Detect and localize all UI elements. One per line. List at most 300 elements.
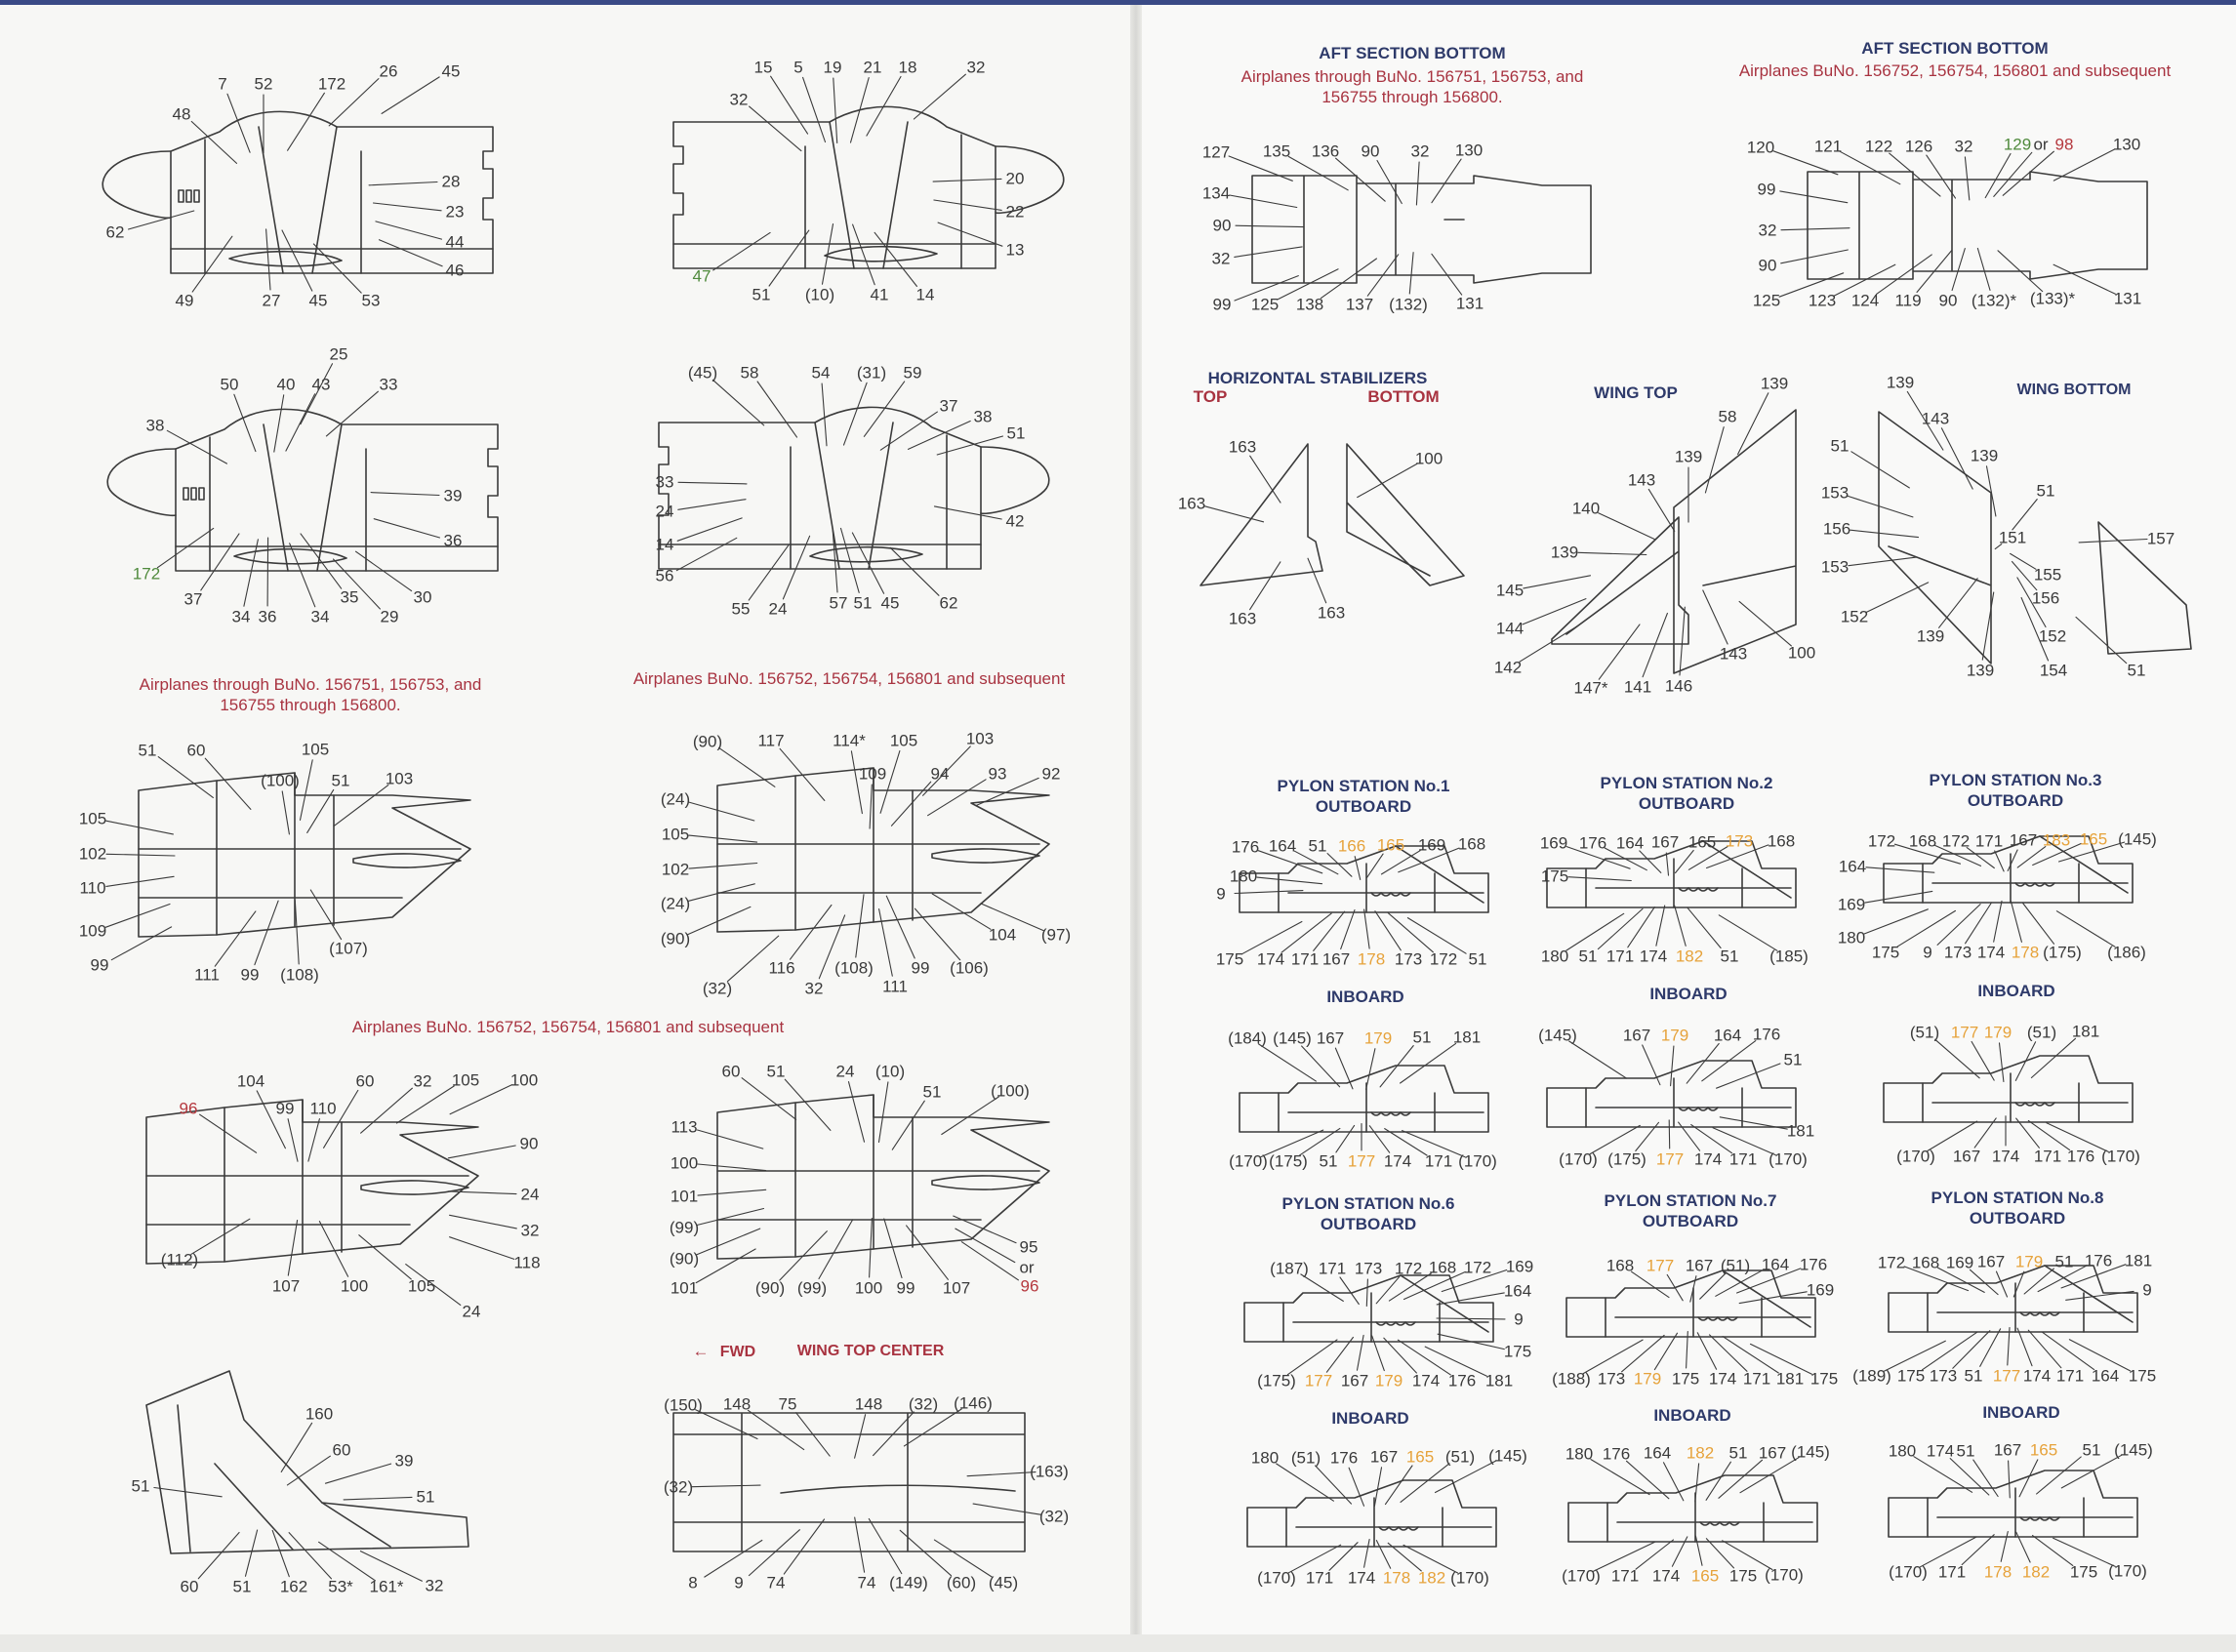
callout-p2-out: 174: [1639, 947, 1668, 966]
callout-tail: 53*: [328, 1577, 353, 1596]
callout-aft1: 130: [1454, 141, 1484, 160]
callout-p7-in: (170): [1765, 1565, 1804, 1585]
callout-p1-out: 172: [1429, 949, 1458, 969]
callout-fuse-right-late: (24): [660, 789, 691, 809]
callout-wing-top: 139: [1674, 447, 1703, 466]
callout-nose-left-2: 33: [379, 375, 398, 394]
callout-p8-out: 51: [1964, 1366, 1983, 1386]
callout-aft2: 121: [1813, 137, 1843, 156]
callout-nose-left-1: 49: [175, 291, 194, 310]
callout-wing-center: 148: [854, 1394, 883, 1414]
callout-p6-out: (187): [1270, 1259, 1309, 1278]
callout-fuse-right-early: 60: [721, 1062, 741, 1081]
callout-p8-out: 177: [1992, 1366, 2021, 1386]
callout-p6-out: 171: [1318, 1259, 1347, 1278]
callout-p1-in: (170): [1229, 1151, 1268, 1171]
callout-p8-in: (145): [2114, 1440, 2153, 1460]
callout-nose-left-1: 45: [308, 291, 328, 310]
callout-fuse-left-late: 24: [520, 1185, 540, 1204]
callout-p6-in: 176: [1329, 1448, 1359, 1468]
callout-p3-out: (145): [2118, 829, 2157, 849]
callout-p1-out: 167: [1321, 949, 1351, 969]
callout-wing-center: 74: [857, 1573, 876, 1592]
callout-p8-out: 169: [1945, 1253, 1974, 1272]
callout-p2-out: 173: [1725, 831, 1754, 851]
callout-fuse-right-late: (108): [834, 958, 874, 978]
callout-fuse-right-early: or: [1019, 1258, 1035, 1277]
callout-fuse-right-late: (24): [660, 894, 691, 913]
caption-late-airframes: Airplanes BuNo. 156752, 156754, 156801 and subsequent: [632, 669, 1066, 688]
callout-nose-right-2: 51: [853, 593, 873, 613]
heading-pylon-8: PYLON STATION No.8 OUTBOARD: [1931, 1189, 2104, 1228]
callout-wing-bottom: 153: [1820, 483, 1850, 503]
callout-p8-out: 172: [1877, 1253, 1906, 1272]
callout-p7-in: 165: [1690, 1566, 1720, 1586]
callout-p3-out: 164: [1838, 857, 1867, 876]
callout-fuse-left-late: 105: [407, 1276, 436, 1296]
callout-fuse-right-early: 101: [670, 1278, 699, 1298]
callout-fuse-right-early: 101: [670, 1187, 699, 1206]
callout-nose-right-1: 41: [870, 285, 889, 304]
callout-wing-top: 100: [1787, 643, 1816, 663]
callout-p6-in: (145): [1488, 1446, 1527, 1466]
callout-wing-center: (146): [954, 1393, 993, 1413]
heading-pylon-3: PYLON STATION No.3 OUTBOARD: [1929, 771, 2102, 810]
callout-p8-in: 174: [1926, 1441, 1955, 1461]
callout-nose-left-2: 29: [380, 607, 399, 626]
callout-p8-out: 175: [1896, 1366, 1926, 1386]
callout-p1-in: 181: [1452, 1027, 1482, 1047]
callout-fuse-left-late: 90: [519, 1134, 539, 1153]
callout-nose-left-2: 172: [132, 564, 161, 584]
callout-p2-out: 167: [1650, 832, 1680, 852]
callout-fuse-left-late: 105: [451, 1070, 480, 1090]
callout-p3-in: 174: [1991, 1147, 2020, 1166]
callout-wing-bottom: 152: [1840, 607, 1869, 626]
callout-fuse-right-early: 51: [766, 1062, 786, 1081]
callout-p7-in: 51: [1728, 1443, 1748, 1463]
callout-p6-in: 178: [1382, 1568, 1411, 1588]
callout-p3-in: 177: [1950, 1023, 1979, 1042]
callout-p3-in: (170): [2101, 1147, 2140, 1166]
callout-nose-right-2: 56: [655, 566, 674, 585]
callout-tail: 60: [332, 1440, 351, 1460]
callout-nose-left-2: 36: [258, 607, 277, 626]
callout-wing-top: 140: [1571, 499, 1601, 518]
callout-wing-center: (32): [1038, 1507, 1070, 1526]
callout-nose-left-1: 53: [361, 291, 381, 310]
callout-p7-in: 182: [1686, 1443, 1715, 1463]
callout-p7-out: 164: [1761, 1255, 1790, 1274]
callout-p7-in: 167: [1758, 1443, 1787, 1463]
callout-fuse-right-early: 100: [670, 1153, 699, 1173]
callout-hstab: 163: [1228, 437, 1257, 457]
heading-pylon-6: PYLON STATION No.6 OUTBOARD: [1281, 1194, 1455, 1233]
callout-p8-in: 167: [1993, 1440, 2022, 1460]
callout-wing-center: (32): [908, 1394, 939, 1414]
callout-fuse-left-late: 32: [520, 1221, 540, 1240]
callout-fuse-left-early: 110: [79, 878, 106, 898]
callout-p2-out: 165: [1687, 832, 1717, 852]
callout-fuse-right-late: (90): [692, 732, 723, 751]
callout-p1-out: 51: [1308, 836, 1327, 856]
callout-nose-right-1: 22: [1005, 202, 1025, 222]
callout-aft2: (132)*: [1971, 291, 2017, 310]
callout-p6-out: 176: [1447, 1371, 1477, 1390]
callout-aft1: 135: [1262, 141, 1291, 161]
callout-fuse-right-late: 99: [911, 958, 930, 978]
callout-p1-out: 176: [1231, 837, 1260, 857]
callout-wing-bottom: 151: [1998, 528, 2027, 547]
callout-nose-left-2: 34: [231, 607, 251, 626]
callout-p8-out: (189): [1852, 1366, 1891, 1386]
callout-nose-left-1: 44: [445, 232, 465, 252]
callout-p2-in: 167: [1622, 1026, 1651, 1045]
callout-p3-out: (186): [2107, 943, 2146, 962]
callout-fuse-left-late: 100: [509, 1070, 539, 1090]
callout-p1-in: 171: [1424, 1151, 1453, 1171]
callout-aft2: or: [2033, 135, 2049, 154]
heading-horizontal-stabilizers: HORIZONTAL STABILIZERS: [1207, 369, 1428, 387]
callout-wing-top: 144: [1495, 619, 1525, 638]
callout-p2-in: 51: [1783, 1050, 1803, 1069]
callout-p8-out: 181: [2124, 1251, 2153, 1270]
callout-nose-right-1: 19: [823, 58, 842, 77]
callout-p7-out: 169: [1806, 1280, 1835, 1300]
callout-nose-right-1: 13: [1005, 240, 1025, 260]
callout-p1-in: (184): [1228, 1028, 1267, 1048]
callout-nose-right-2: (45): [687, 363, 718, 383]
callout-fuse-left-late: (112): [160, 1250, 199, 1269]
callout-p2-out: 169: [1539, 833, 1568, 853]
callout-tail: 60: [180, 1577, 199, 1596]
callout-p7-out: 167: [1685, 1256, 1714, 1275]
callout-fuse-left-late: 60: [355, 1071, 375, 1091]
callout-wing-center: 74: [766, 1573, 786, 1592]
callout-wing-bottom: 51: [2127, 661, 2146, 680]
callout-p8-out: 9: [2142, 1280, 2152, 1300]
callout-p1-out: 173: [1394, 949, 1423, 969]
callout-aft1: 136: [1311, 141, 1340, 161]
callout-aft1: 99: [1212, 295, 1232, 314]
callout-nose-left-2: 43: [311, 375, 331, 394]
callout-p3-out: 169: [1837, 895, 1866, 914]
label-bottom: BOTTOM: [1367, 387, 1440, 406]
callout-tail: 32: [425, 1576, 444, 1595]
callout-wing-top: 146: [1664, 676, 1693, 696]
callout-p3-out: (175): [2043, 943, 2082, 962]
callout-p8-in: 51: [1956, 1441, 1975, 1461]
callout-tail: 160: [305, 1404, 334, 1424]
callout-p8-out: 174: [2022, 1366, 2052, 1386]
callout-nose-left-1: 45: [441, 61, 461, 81]
callout-fuse-right-late: 104: [988, 925, 1017, 945]
callout-fuse-right-late: (90): [660, 929, 691, 948]
callout-nose-left-2: 50: [220, 375, 239, 394]
callout-nose-right-2: 51: [1006, 423, 1026, 443]
callout-nose-left-2: 40: [276, 375, 296, 394]
callout-aft2: 90: [1938, 291, 1958, 310]
callout-fuse-left-late: 99: [275, 1099, 295, 1118]
callout-wing-bottom: 139: [1966, 661, 1995, 680]
callout-wing-center: 75: [778, 1394, 797, 1414]
callout-nose-right-2: 59: [903, 363, 922, 383]
callout-p2-out: 182: [1675, 947, 1704, 966]
callout-tail: 162: [279, 1577, 308, 1596]
callout-p8-out: 175: [2128, 1366, 2157, 1386]
heading-wing-bottom: WING BOTTOM: [2016, 382, 2132, 398]
callout-p7-in: 174: [1651, 1566, 1681, 1586]
callout-p8-out: 176: [2084, 1251, 2113, 1270]
callout-wing-center: (150): [664, 1395, 703, 1415]
callout-p6-in: (170): [1257, 1568, 1296, 1588]
callout-p2-in: (170): [1768, 1149, 1808, 1169]
callout-p1-out: 180: [1229, 866, 1258, 886]
callout-p7-out: 181: [1775, 1369, 1805, 1389]
callout-nose-left-1: 23: [445, 202, 465, 222]
callout-nose-right-1: 21: [863, 58, 882, 77]
callout-p1-in: 177: [1347, 1151, 1376, 1171]
callout-fuse-left-late: 96: [179, 1099, 198, 1118]
callout-p1-out: 168: [1457, 834, 1486, 854]
callout-wing-bottom: 51: [1830, 436, 1850, 456]
callout-fuse-left-early: 105: [301, 740, 330, 759]
callout-nose-left-1: 48: [172, 104, 191, 124]
callout-tail: 51: [232, 1577, 252, 1596]
callout-fuse-right-early: 107: [942, 1278, 971, 1298]
callout-p8-out: 179: [2014, 1252, 2044, 1271]
callout-fuse-right-late: 94: [930, 764, 950, 784]
callout-aft2: 32: [1758, 221, 1777, 240]
callout-p6-out: (175): [1257, 1371, 1296, 1390]
callout-wing-top: 58: [1718, 407, 1737, 426]
callout-aft1: 90: [1212, 216, 1232, 235]
label-fwd: FWD: [719, 1344, 756, 1360]
callout-aft1: 32: [1211, 249, 1231, 268]
callout-p3-in: (51): [2026, 1023, 2057, 1042]
callout-nose-right-2: 38: [973, 407, 993, 426]
callout-fuse-right-early: (90): [754, 1278, 786, 1298]
callout-nose-left-1: 172: [317, 74, 346, 94]
callout-p6-out: 175: [1503, 1342, 1532, 1361]
callout-nose-left-1: 46: [445, 261, 465, 280]
callout-wing-top: 145: [1495, 581, 1525, 600]
callout-wing-top: 142: [1493, 658, 1523, 677]
callout-nose-right-2: 57: [829, 593, 848, 613]
callout-p6-out: 164: [1503, 1281, 1532, 1301]
callout-fuse-right-late: 105: [889, 731, 918, 750]
callout-aft2: 98: [2054, 135, 2074, 154]
callout-p3-out: 183: [2042, 830, 2071, 850]
callout-p8-out: 173: [1929, 1366, 1958, 1386]
callout-wing-bottom: 156: [1822, 519, 1851, 539]
callout-fuse-left-late: 32: [413, 1071, 432, 1091]
callout-p2-in: (170): [1559, 1149, 1598, 1169]
callout-p2-out: 171: [1606, 947, 1635, 966]
callout-p2-out: 51: [1720, 947, 1739, 966]
callout-nose-right-2: 42: [1005, 511, 1025, 531]
callout-p3-out: 173: [1943, 943, 1972, 962]
callout-p3-out: 175: [1871, 943, 1900, 962]
callout-nose-right-2: 37: [939, 396, 958, 416]
callout-p1-out: 166: [1337, 836, 1366, 856]
callout-p8-in: 180: [1888, 1441, 1917, 1461]
callout-p7-in: 171: [1610, 1566, 1640, 1586]
callout-nose-left-1: 27: [262, 291, 281, 310]
callout-nose-right-2: 24: [655, 502, 674, 521]
callout-p6-out: 167: [1340, 1371, 1369, 1390]
callout-fuse-right-late: 109: [858, 764, 887, 784]
callout-wing-bottom: 139: [1916, 626, 1945, 646]
callout-p6-out: 172: [1394, 1259, 1423, 1278]
callout-p2-out: 168: [1767, 831, 1796, 851]
callout-aft2: 90: [1758, 256, 1777, 275]
callout-p1-in: 174: [1383, 1151, 1412, 1171]
callout-wing-bottom: 154: [2039, 661, 2068, 680]
heading-aft-section-bottom-1: AFT SECTION BOTTOM: [1319, 44, 1506, 62]
callout-nose-left-2: 37: [183, 589, 203, 609]
heading-pylon-1: PYLON STATION No.1 OUTBOARD: [1277, 777, 1450, 816]
callout-nose-right-2: 58: [740, 363, 759, 383]
callout-nose-left-2: 25: [329, 344, 348, 364]
callout-p8-in: 182: [2021, 1562, 2051, 1582]
callout-tail: 51: [416, 1487, 435, 1507]
callout-nose-left-2: 34: [310, 607, 330, 626]
fwd-arrow-icon: ←: [692, 1342, 710, 1360]
callout-wing-bottom: 157: [2146, 529, 2175, 548]
callout-fuse-left-early: (100): [261, 771, 300, 790]
callout-p7-out: 177: [1646, 1256, 1675, 1275]
callout-wing-center: (32): [663, 1477, 694, 1497]
callout-aft1: 125: [1250, 295, 1280, 314]
callout-nose-right-2: 45: [880, 593, 900, 613]
callout-p7-in: 164: [1643, 1443, 1672, 1463]
callout-p3-in: (51): [1909, 1023, 1940, 1042]
callout-aft1: 138: [1295, 295, 1324, 314]
callout-fuse-right-early: (90): [669, 1249, 700, 1269]
callout-p6-out: 181: [1484, 1371, 1514, 1390]
callout-p2-in: 176: [1752, 1025, 1781, 1044]
callout-fuse-left-early: 111: [194, 965, 220, 985]
callout-tail: 51: [131, 1476, 150, 1496]
callout-fuse-right-late: 117: [757, 731, 785, 750]
callout-nose-right-1: 20: [1005, 169, 1025, 188]
callout-hstab: 163: [1177, 494, 1206, 513]
callout-fuse-right-late: 114*: [833, 731, 866, 750]
callout-fuse-left-early: 99: [240, 965, 260, 985]
callout-fuse-right-late: (32): [702, 979, 733, 998]
callout-nose-left-2: 30: [413, 587, 432, 607]
callout-p8-out: 164: [2091, 1366, 2120, 1386]
callout-nose-right-2: (31): [856, 363, 887, 383]
callout-p7-in: (145): [1791, 1442, 1830, 1462]
callout-fuse-right-late: (97): [1040, 925, 1072, 945]
callout-fuse-right-early: 113: [671, 1117, 698, 1137]
callout-fuse-left-late: 100: [340, 1276, 369, 1296]
callout-p7-out: (51): [1720, 1256, 1751, 1275]
heading-pylon-2: PYLON STATION No.2 OUTBOARD: [1600, 774, 1773, 813]
callout-wing-center: (163): [1030, 1462, 1069, 1481]
callout-fuse-right-late: 116: [768, 958, 795, 978]
callout-p6-out: 174: [1411, 1371, 1441, 1390]
callout-aft2: 124: [1850, 291, 1880, 310]
callout-wing-center: 9: [734, 1573, 744, 1592]
callout-p1-out: 174: [1256, 949, 1285, 969]
callout-p6-in: (170): [1450, 1568, 1489, 1588]
callout-aft1: 137: [1345, 295, 1374, 314]
callout-p7-in: 180: [1565, 1444, 1594, 1464]
callout-wing-center: 148: [722, 1394, 752, 1414]
callout-p2-out: 180: [1540, 947, 1569, 966]
heading-pylon-7-inboard: INBOARD: [1653, 1406, 1731, 1425]
callout-p2-in: 171: [1728, 1149, 1758, 1169]
callout-fuse-right-late: 92: [1041, 764, 1061, 784]
callout-fuse-right-early: 24: [835, 1062, 855, 1081]
callout-fuse-left-early: 109: [78, 921, 107, 941]
callout-fuse-right-late: (106): [950, 958, 989, 978]
callout-tail: 161*: [369, 1577, 404, 1596]
callout-p1-out: 165: [1376, 835, 1405, 855]
callout-p7-out: 176: [1799, 1255, 1828, 1274]
callout-wing-top: 143: [1627, 470, 1656, 490]
callout-p8-out: 168: [1911, 1253, 1940, 1272]
callout-p8-in: 178: [1983, 1562, 2012, 1582]
callout-nose-right-1: 47: [692, 266, 711, 286]
callout-p7-in: (170): [1562, 1566, 1601, 1586]
callout-p3-in: 179: [1983, 1023, 2012, 1042]
callout-p1-in: (170): [1458, 1151, 1497, 1171]
callout-aft2: (133)*: [2029, 289, 2076, 308]
callout-p3-in: 176: [2066, 1147, 2095, 1166]
callout-wing-bottom: 143: [1921, 409, 1950, 428]
label-top: TOP: [1193, 387, 1228, 406]
callout-aft1: 32: [1410, 141, 1430, 161]
callout-hstab: 100: [1414, 449, 1443, 468]
callout-p8-in: 171: [1937, 1562, 1967, 1582]
callout-p3-in: 167: [1952, 1147, 1981, 1166]
callout-wing-bottom: 139: [1970, 446, 1999, 465]
callout-fuse-right-early: (99): [669, 1218, 700, 1237]
callout-fuse-right-late: 32: [804, 979, 824, 998]
callout-nose-right-1: (10): [804, 285, 835, 304]
callout-p1-in: 167: [1316, 1028, 1345, 1048]
callout-wing-bottom: 51: [2036, 481, 2055, 501]
callout-p1-out: 175: [1215, 949, 1244, 969]
callout-fuse-right-early: (100): [991, 1081, 1030, 1101]
callout-p7-out: 173: [1597, 1369, 1626, 1389]
heading-pylon-3-inboard: INBOARD: [1977, 982, 2055, 1000]
callout-nose-right-1: 32: [729, 90, 749, 109]
heading-wing-top: WING TOP: [1594, 383, 1678, 402]
callout-fuse-left-late: 104: [236, 1071, 265, 1091]
callout-nose-right-2: 33: [655, 472, 674, 492]
callout-nose-left-1: 26: [379, 61, 398, 81]
callout-nose-right-2: 62: [939, 593, 958, 613]
callout-p1-in: 51: [1412, 1027, 1432, 1047]
callout-p6-in: 167: [1369, 1447, 1399, 1467]
callout-wing-top: 139: [1550, 543, 1579, 562]
heading-pylon-1-inboard: INBOARD: [1326, 987, 1404, 1006]
callout-fuse-right-late: 93: [988, 764, 1007, 784]
heading-pylon-6-inboard: INBOARD: [1331, 1409, 1409, 1428]
callout-fuse-left-early: 102: [78, 844, 107, 864]
callout-p8-in: 165: [2029, 1440, 2058, 1460]
callout-fuse-left-early: 51: [331, 771, 350, 790]
callout-p6-out: 177: [1304, 1371, 1333, 1390]
callout-p2-out: 164: [1615, 833, 1645, 853]
callout-aft2: 32: [1954, 137, 1973, 156]
callout-nose-right-1: 15: [753, 58, 773, 77]
